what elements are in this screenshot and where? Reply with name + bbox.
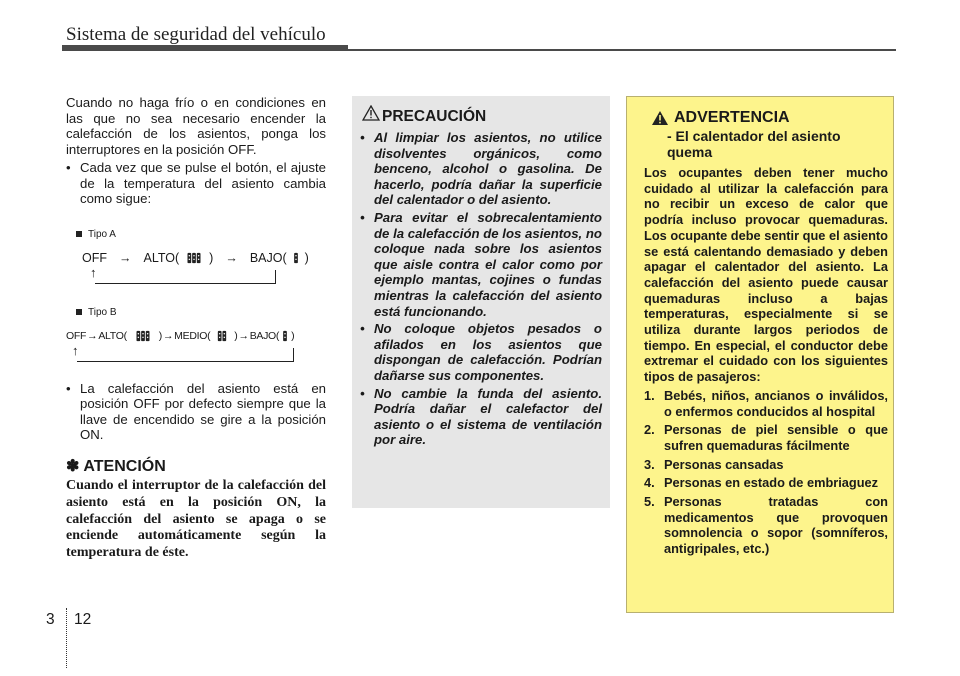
type-b-label: Tipo B bbox=[66, 305, 326, 321]
intro-paragraph: Cuando no haga frío o en condiciones en las que no sea necesario encender la calefacción de los asientos, ponga los interruptores en la posición OFF. bbox=[66, 95, 326, 157]
seat-heat-medium-icon bbox=[211, 330, 233, 343]
seat-heat-high-icon bbox=[128, 330, 158, 343]
type-a-label: Tipo A bbox=[66, 227, 326, 243]
warning-subtitle: - El calentador del asiento quema bbox=[667, 128, 841, 160]
bullet-item bbox=[66, 381, 326, 443]
attention-text: Cuando el interruptor de la calefacción del asiento está en la posición ON, la calefacción del asiento se apaga o se enciende automáticamente según la temperatura de éste. bbox=[66, 478, 326, 561]
seat-heat-high-icon bbox=[183, 252, 205, 265]
square-bullet-icon bbox=[76, 309, 82, 315]
bullet-text: Cada vez que se pulse el botón, el ajuste de la temperatura del asiento cambia como sigue: bbox=[80, 160, 326, 206]
type-a-return-arrow bbox=[90, 264, 276, 287]
caution-item: • No cambie la funda del asiento. Podría dañar el calefactor del asiento o el sistema de ventilación por aire. bbox=[360, 385, 602, 448]
off-label: OFF bbox=[66, 330, 87, 342]
warning-list-item: 5. Personas tratadas con medicamentos que provoquen somnolencia o sopor (somníferos, antigripales, etc.) bbox=[644, 494, 888, 557]
seat-heat-low-icon bbox=[280, 330, 290, 343]
seat-heat-low-icon bbox=[291, 252, 301, 265]
header-rule bbox=[348, 49, 896, 51]
caution-title: PRECAUCIÓN bbox=[382, 108, 487, 125]
bajo-label: BAJO( bbox=[249, 251, 287, 265]
warning-box bbox=[626, 96, 894, 613]
arrow-right-icon: → bbox=[87, 330, 98, 342]
bullet-icon: • bbox=[360, 209, 365, 225]
attention-heading: ✽ ATENCIÓN bbox=[66, 457, 166, 475]
warning-list-item: 1. Bebés, niños, ancianos o inválidos, o enfermos conducidos al hospital bbox=[644, 387, 888, 419]
caution-box bbox=[352, 96, 610, 508]
warning-title: ADVERTENCIA bbox=[674, 109, 790, 126]
type-a-cycle: OFF → ALTO( ) → BAJO( ) bbox=[82, 251, 309, 265]
bajo-label: BAJO( bbox=[249, 330, 280, 342]
asterisk-icon: ✽ bbox=[66, 457, 80, 475]
page-header-title: Sistema de seguridad del vehículo bbox=[66, 24, 326, 45]
warning-paragraph: Los ocupantes deben tener mucho cuidado al utilizar la calefacción para no recibir un exceso de calor que podría incluso provocar quemaduras. Los ocupante debe sentir que el asiento se está calentando demasiado y deben apagar el calentador del asiento. La calefacción del asiento puede causar quemaduras incluso a bajas temperaturas, especialmente si se utiliza durante largos periodos de tiempo. En especial, el conductor debe extremar el cuidado con los siguientes tipos de pasajeros: bbox=[644, 165, 888, 385]
caution-triangle-icon bbox=[362, 105, 380, 121]
bullet-icon: • bbox=[66, 380, 71, 396]
bullet-icon: • bbox=[66, 160, 71, 175]
bullet-icon: • bbox=[360, 321, 365, 337]
left-column bbox=[66, 95, 326, 562]
arrow-right-icon: → bbox=[225, 251, 238, 265]
type-b-cycle: OFF → ALTO( ) → MEDIO( ) → BAJO( ) bbox=[66, 329, 326, 345]
off-label: OFF bbox=[82, 251, 107, 265]
warning-list-item: 3. Personas cansadas bbox=[644, 456, 784, 472]
medio-label: MEDIO( bbox=[174, 330, 211, 342]
page-number: 12 bbox=[74, 611, 92, 628]
warning-body bbox=[644, 165, 888, 557]
caution-item: • No coloque objetos pesados o afilados en los asientos que dispongan de calefacción. Podrían dañarse sus componentes. bbox=[360, 321, 602, 383]
alto-label: ALTO( bbox=[143, 251, 180, 265]
arrow-right-icon: → bbox=[119, 251, 132, 265]
bullet-text: La calefacción del asiento está en posición OFF por defecto siempre que la llave de encendido se gire a la posición ON. bbox=[80, 380, 326, 442]
caution-list bbox=[360, 130, 602, 450]
bullet-icon: • bbox=[360, 130, 365, 145]
warning-list-item: 4. Personas en estado de embriaguez bbox=[644, 475, 879, 491]
footer-divider bbox=[66, 608, 67, 668]
arrow-right-icon: → bbox=[162, 330, 174, 342]
header-bar bbox=[62, 45, 348, 51]
warning-list-item: 2. Personas de piel sensible o que sufren quemaduras fácilmente bbox=[644, 422, 888, 453]
square-bullet-icon bbox=[76, 231, 82, 237]
bullet-item bbox=[66, 160, 326, 207]
caution-item: • Al limpiar los asientos, no utilice disolventes orgánicos, como benceno, alcohol o gasolina. De hacerlo, podría dañar la superficie del calentador o del asiento. bbox=[360, 130, 602, 208]
type-b-return-arrow bbox=[72, 342, 294, 365]
alto-label: ALTO( bbox=[98, 330, 127, 342]
arrow-up-icon: ↑ bbox=[72, 342, 79, 358]
chapter-number: 3 bbox=[46, 611, 55, 628]
bullet-icon: • bbox=[360, 385, 365, 401]
arrow-up-icon: ↑ bbox=[90, 264, 97, 280]
caution-item: • Para evitar el sobrecalentamiento de la calefacción de los asientos, no coloque nada sobre los asientos que aisle contra el calor como por ejemplo mantas, cojines o fundas mientras la calefacción del asiento está funcionando. bbox=[360, 209, 602, 319]
warning-triangle-icon bbox=[651, 110, 669, 126]
arrow-right-icon: → bbox=[238, 330, 249, 342]
